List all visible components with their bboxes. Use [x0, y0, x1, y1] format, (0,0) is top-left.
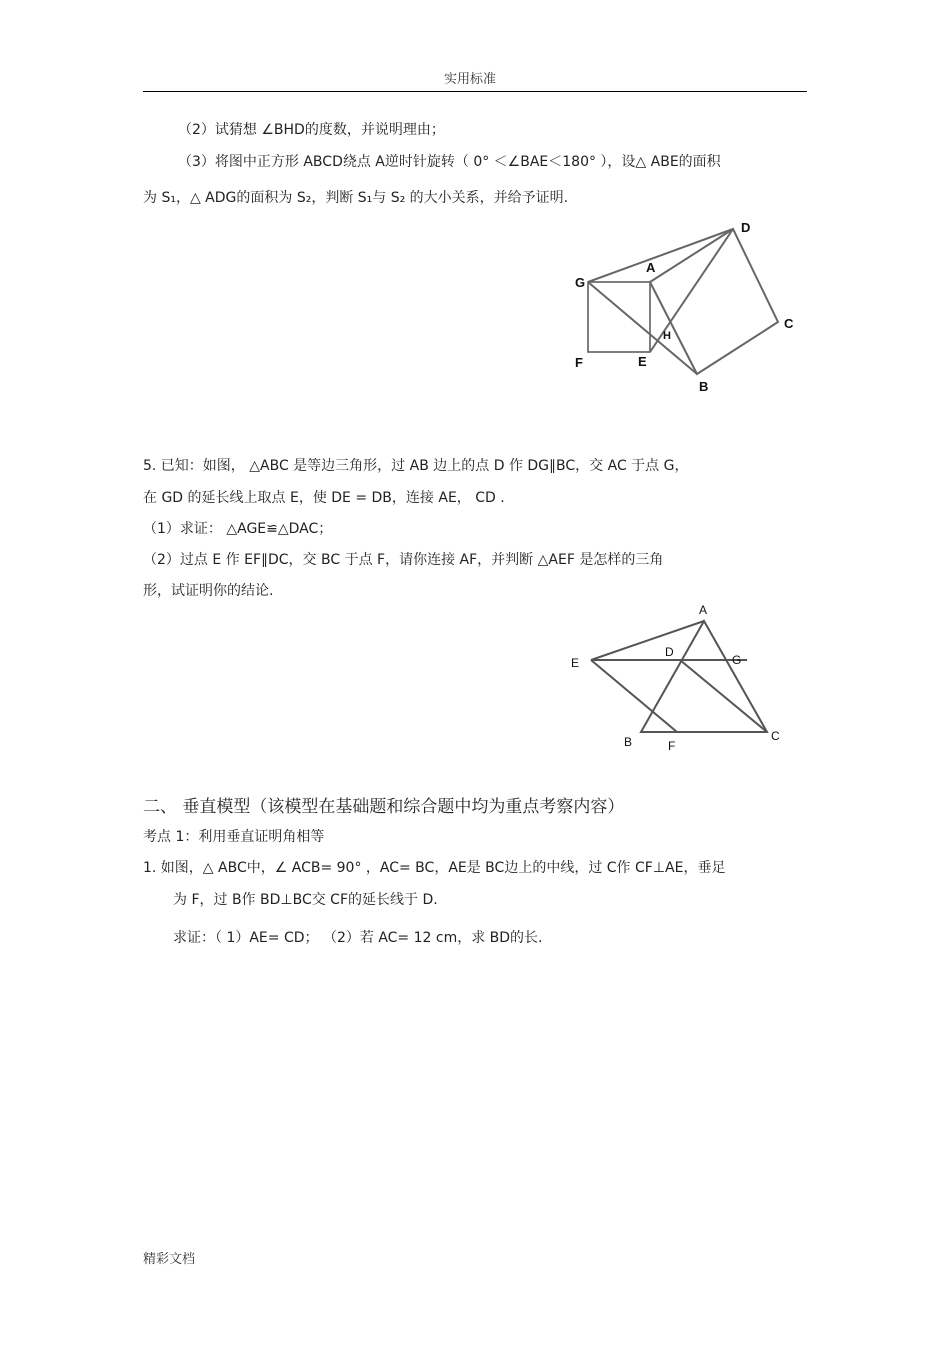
problem5-q1: （1）求证： △AGE≌△DAC； — [143, 521, 333, 537]
fig2-label-b: B — [624, 735, 633, 749]
fig1-label-e: E — [638, 354, 647, 369]
fig1-label-f: F — [575, 355, 583, 370]
page-footer: 精彩文档 — [143, 1252, 196, 1267]
section2-p1-line3: 求证：（ 1）AE= CD； （2）若 AC= 12 cm，求 BD的长. — [173, 930, 543, 946]
fig1-label-b: B — [699, 379, 709, 394]
section2-p1-line1: 1. 如图，△ ABC中，∠ ACB= 90° ，AC= BC，AE是 BC边上的中线，过 C作 CF⊥AE，垂足 — [143, 860, 726, 876]
fig2-label-f: F — [668, 739, 676, 753]
header-rule — [143, 91, 807, 92]
fig1-label-a: A — [646, 260, 656, 275]
fig2-label-c: C — [771, 729, 780, 743]
problem4-q3-line2: 为 S₁，△ ADG的面积为 S₂，判断 S₁与 S₂ 的大小关系，并给予证明. — [143, 190, 569, 206]
section2-p1-line2: 为 F，过 B作 BD⊥BC交 CF的延长线于 D. — [173, 892, 438, 908]
fig1-label-h: H — [663, 330, 671, 342]
fig1-label-c: C — [784, 316, 794, 331]
fig2-label-d: D — [665, 645, 674, 659]
problem4-q3-line1: （3）将图中正方形 ABCD绕点 A逆时针旋转（ 0° ＜∠BAE＜180° ），设△ ABE的面积 — [178, 154, 721, 170]
fig2-label-e: E — [571, 656, 580, 670]
fig2-label-g: G — [732, 653, 742, 667]
problem5-line1: 5. 已知：如图， △ABC 是等边三角形，过 AB 边上的点 D 作 DG∥BC，交 AC 于点 G， — [143, 458, 689, 474]
fig1-label-d: D — [741, 220, 751, 235]
problem5-q2-line2: 形，试证明你的结论. — [143, 583, 274, 599]
problem5-line2: 在 GD 的延长线上取点 E，使 DE = DB，连接 AE， CD . — [143, 490, 505, 506]
fig1-label-g: G — [575, 275, 586, 290]
square-rotation-figure — [560, 215, 810, 400]
equilateral-triangle-figure — [560, 598, 790, 756]
section2-kaodian: 考点 1：利用垂直证明角相等 — [143, 829, 325, 845]
fig2-label-a: A — [699, 603, 708, 617]
section2-title: 二、 垂直模型（该模型在基础题和综合题中均为重点考察内容） — [143, 797, 625, 817]
problem4-q2: （2）试猜想 ∠BHD的度数，并说明理由； — [178, 122, 445, 138]
problem5-q2-line1: （2）过点 E 作 EF∥DC，交 BC 于点 F，请你连接 AF，并判断 △AEF 是怎样的三角 — [143, 552, 664, 568]
page-header: 实用标准 — [444, 72, 497, 87]
